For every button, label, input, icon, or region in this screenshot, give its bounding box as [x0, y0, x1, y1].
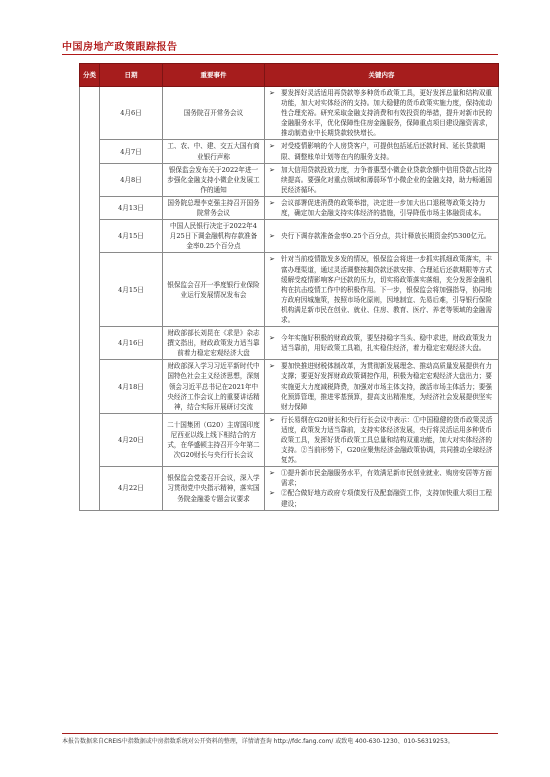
content-text: ②配合做好地方政府专项债发行及配套融资工作，支持加快重大项目工程建设； [281, 489, 492, 508]
content-cell [265, 327, 499, 360]
date-cell: 4月18日 [100, 360, 163, 413]
content-text: 央行下调存款准备金率0.25个百分点，共计释放长期资金约5300亿元。 [281, 232, 491, 241]
content-text: 行长易纲在G20财长和央行行长会议中表示：①中国稳健的货币政策灵活适度，政策发力适当靠前，支持实体经济发展，央行将灵活运用多种货币政策工具，发挥好货币政策工具总量和结构双重功能，加大对实体经济的支持。②当前形势下，G20应聚焦经济金融政策协调，共同推动全球经济复苏。 [281, 415, 493, 465]
content-cell [265, 220, 499, 253]
event-cell: 国务院召开常务会议 [163, 87, 265, 140]
event-cell: 银保监会召开一季度银行业保险业运行发展情况发布会 [163, 253, 265, 327]
table-row [80, 163, 499, 196]
arrow-bullet-icon: ➢ [269, 362, 275, 371]
content-cell [265, 253, 499, 327]
content-cell [265, 140, 499, 163]
content-text: 针对当前疫情散发多发的情况，银保监会将进一步抓实抓细政策落实，丰富办理渠道，通过灵活调整按揭贷款还款安排、合理延后还款期限等方式缓解受疫情影响客户还款的压力，切实将政策落实落细，充分发挥金融机构在抗击疫情工作中的积极作用。下一步，银保监会将加强指导，协同地方政府因城施策，按照市场化原则，因地制宜、先易后难，引导银行保险机构满足新市民在创业、就业、住房、教育、医疗、养老等领域的金融需求。 [281, 255, 492, 324]
table-row [80, 253, 499, 327]
date-cell: 4月8日 [100, 163, 163, 196]
event-cell: 二十国集团（G20）主席国印度尼西亚以线上线下相结合的方式，在华盛顿主持召开今年第二次G20财长与央行行长会议 [163, 413, 265, 466]
content-item [269, 198, 494, 218]
table-row [80, 220, 499, 253]
arrow-bullet-icon: ➢ [269, 334, 275, 343]
col-date: 日期 [100, 64, 163, 87]
content-cell [265, 360, 499, 413]
content-cell [265, 87, 499, 140]
event-cell: 中国人民银行决定于2022年4月25日下调金融机构存款准备金率0.25个百分点 [163, 220, 265, 253]
content-item [269, 141, 494, 161]
arrow-bullet-icon: ➢ [269, 415, 275, 424]
arrow-bullet-icon: ➢ [269, 165, 275, 174]
category-cell [80, 87, 100, 511]
event-cell: 财政部部长刘昆在《求是》杂志撰文指出，财政政策发力适当靠前着力稳定宏观经济大盘 [163, 327, 265, 360]
event-cell: 银保监会党委召开会议，深入学习贯彻党中央指示精神，落实国务院金融委专题会议要求 [163, 467, 265, 510]
col-event: 重要事件 [163, 64, 265, 87]
table-header-row [80, 64, 499, 87]
arrow-bullet-icon: ➢ [269, 89, 275, 97]
content-item [269, 333, 494, 353]
event-cell: 国务院总理李克强主持召开国务院常务会议 [163, 196, 265, 219]
table-row [80, 467, 499, 510]
content-text: 今年实施好积极的财政政策，要坚持稳字当头、稳中求进，财政政策发力适当靠前，用好政策工具箱，扎实稳住经济，着力稳定宏观经济大盘。 [281, 334, 492, 353]
content-item [269, 254, 494, 325]
header-rule [62, 54, 498, 55]
content-item [269, 468, 494, 488]
content-text: 要发挥好灵活适用再贷款等多种货币政策工具，更好发挥总量和结构双重功能，加大对实体经济的支持。加大稳健的货币政策实施力度，保持流动性合理充裕。研究采取金融支持消费和有效投资的举措，提升对新市民的金融服务水平，优化保障性住房金融服务，保障重点项目建设融资需求，推动制造业中长期贷款较快增长。 [281, 89, 492, 138]
content-text: 对受疫情影响的个人房贷客户，可提供包括延后还款时间、延长贷款期限、调整账单计划等在内的服务支持。 [281, 142, 486, 161]
content-item [269, 231, 494, 241]
col-content: 关键内容 [265, 64, 499, 87]
arrow-bullet-icon: ➢ [269, 142, 275, 151]
table-row [80, 196, 499, 219]
content-item [269, 415, 494, 465]
content-text: 要加快推进财税体制改革，为贯彻新发展理念、推动高质量发展提供有力支撑；要更好发挥财政政策调控作用，积极为稳定宏观经济大盘出力；要实施更大力度减税降费，加强对市场主体支持，激活市场主体活力；要强化预算管理，推进零基预算，提高支出精准度，为经济社会发展提供坚实财力保障 [281, 362, 492, 411]
content-item [269, 88, 494, 138]
footer-note: 本报告数据来自CREIS中指数据或中房指数系统对公开资料的整理，详情请查询 http://fdc.fang.com/ 或致电 400-630-1230、010-56319253。 [62, 738, 454, 745]
content-item [269, 488, 494, 508]
date-cell: 4月13日 [100, 196, 163, 219]
table-row [80, 87, 499, 140]
date-cell: 4月15日 [100, 253, 163, 327]
arrow-bullet-icon: ➢ [269, 255, 275, 264]
date-cell: 4月20日 [100, 413, 163, 466]
arrow-bullet-icon: ➢ [269, 198, 275, 207]
policy-table [79, 63, 499, 511]
table-row [80, 140, 499, 163]
date-cell: 4月15日 [100, 220, 163, 253]
content-cell [265, 413, 499, 466]
content-cell [265, 467, 499, 510]
arrow-bullet-icon: ➢ [269, 489, 275, 498]
arrow-bullet-icon: ➢ [269, 469, 275, 478]
content-item [269, 165, 494, 195]
event-cell: 财政部深入学习习近平新时代中国特色社会主义经济思想，深刻领会习近平总书记在2021年中央经济工作会议上的重要讲话精神，结合实际开展研讨交流 [163, 360, 265, 413]
report-title: 中国房地产政策跟踪报告 [62, 42, 178, 53]
date-cell: 4月7日 [100, 140, 163, 163]
table-body [80, 87, 499, 511]
arrow-bullet-icon: ➢ [269, 232, 275, 241]
content-text: 加大信用贷款投放力度，力争普惠型小微企业贷款余额中信用贷款占比持续提高。要强化对重点领域和薄弱环节小微企业的金融支持，助力畅通国民经济循环。 [281, 165, 492, 194]
content-cell [265, 196, 499, 219]
content-text: ①提升新市民金融服务水平，有效满足新市民创业就业、购房安居等方面需求； [281, 469, 492, 488]
content-text: 会议部署促进消费的政策举措，决定进一步加大出口退税等政策支持力度，确定加大金融支持实体经济的措施，引导降低市场主体融资成本。 [281, 198, 486, 218]
table-row [80, 327, 499, 360]
event-cell: 工、农、中、建、交五大国有商业银行声称 [163, 140, 265, 163]
table-row [80, 413, 499, 466]
date-cell: 4月6日 [100, 87, 163, 140]
content-item [269, 361, 494, 411]
date-cell: 4月16日 [100, 327, 163, 360]
col-category: 分类 [80, 64, 100, 87]
content-cell [265, 163, 499, 196]
table-row [80, 360, 499, 413]
date-cell: 4月22日 [100, 467, 163, 510]
event-cell: 银保监会发布关于2022年进一步强化金融支持小微企业发展工作的通知 [163, 163, 265, 196]
footer-rule [62, 733, 498, 734]
